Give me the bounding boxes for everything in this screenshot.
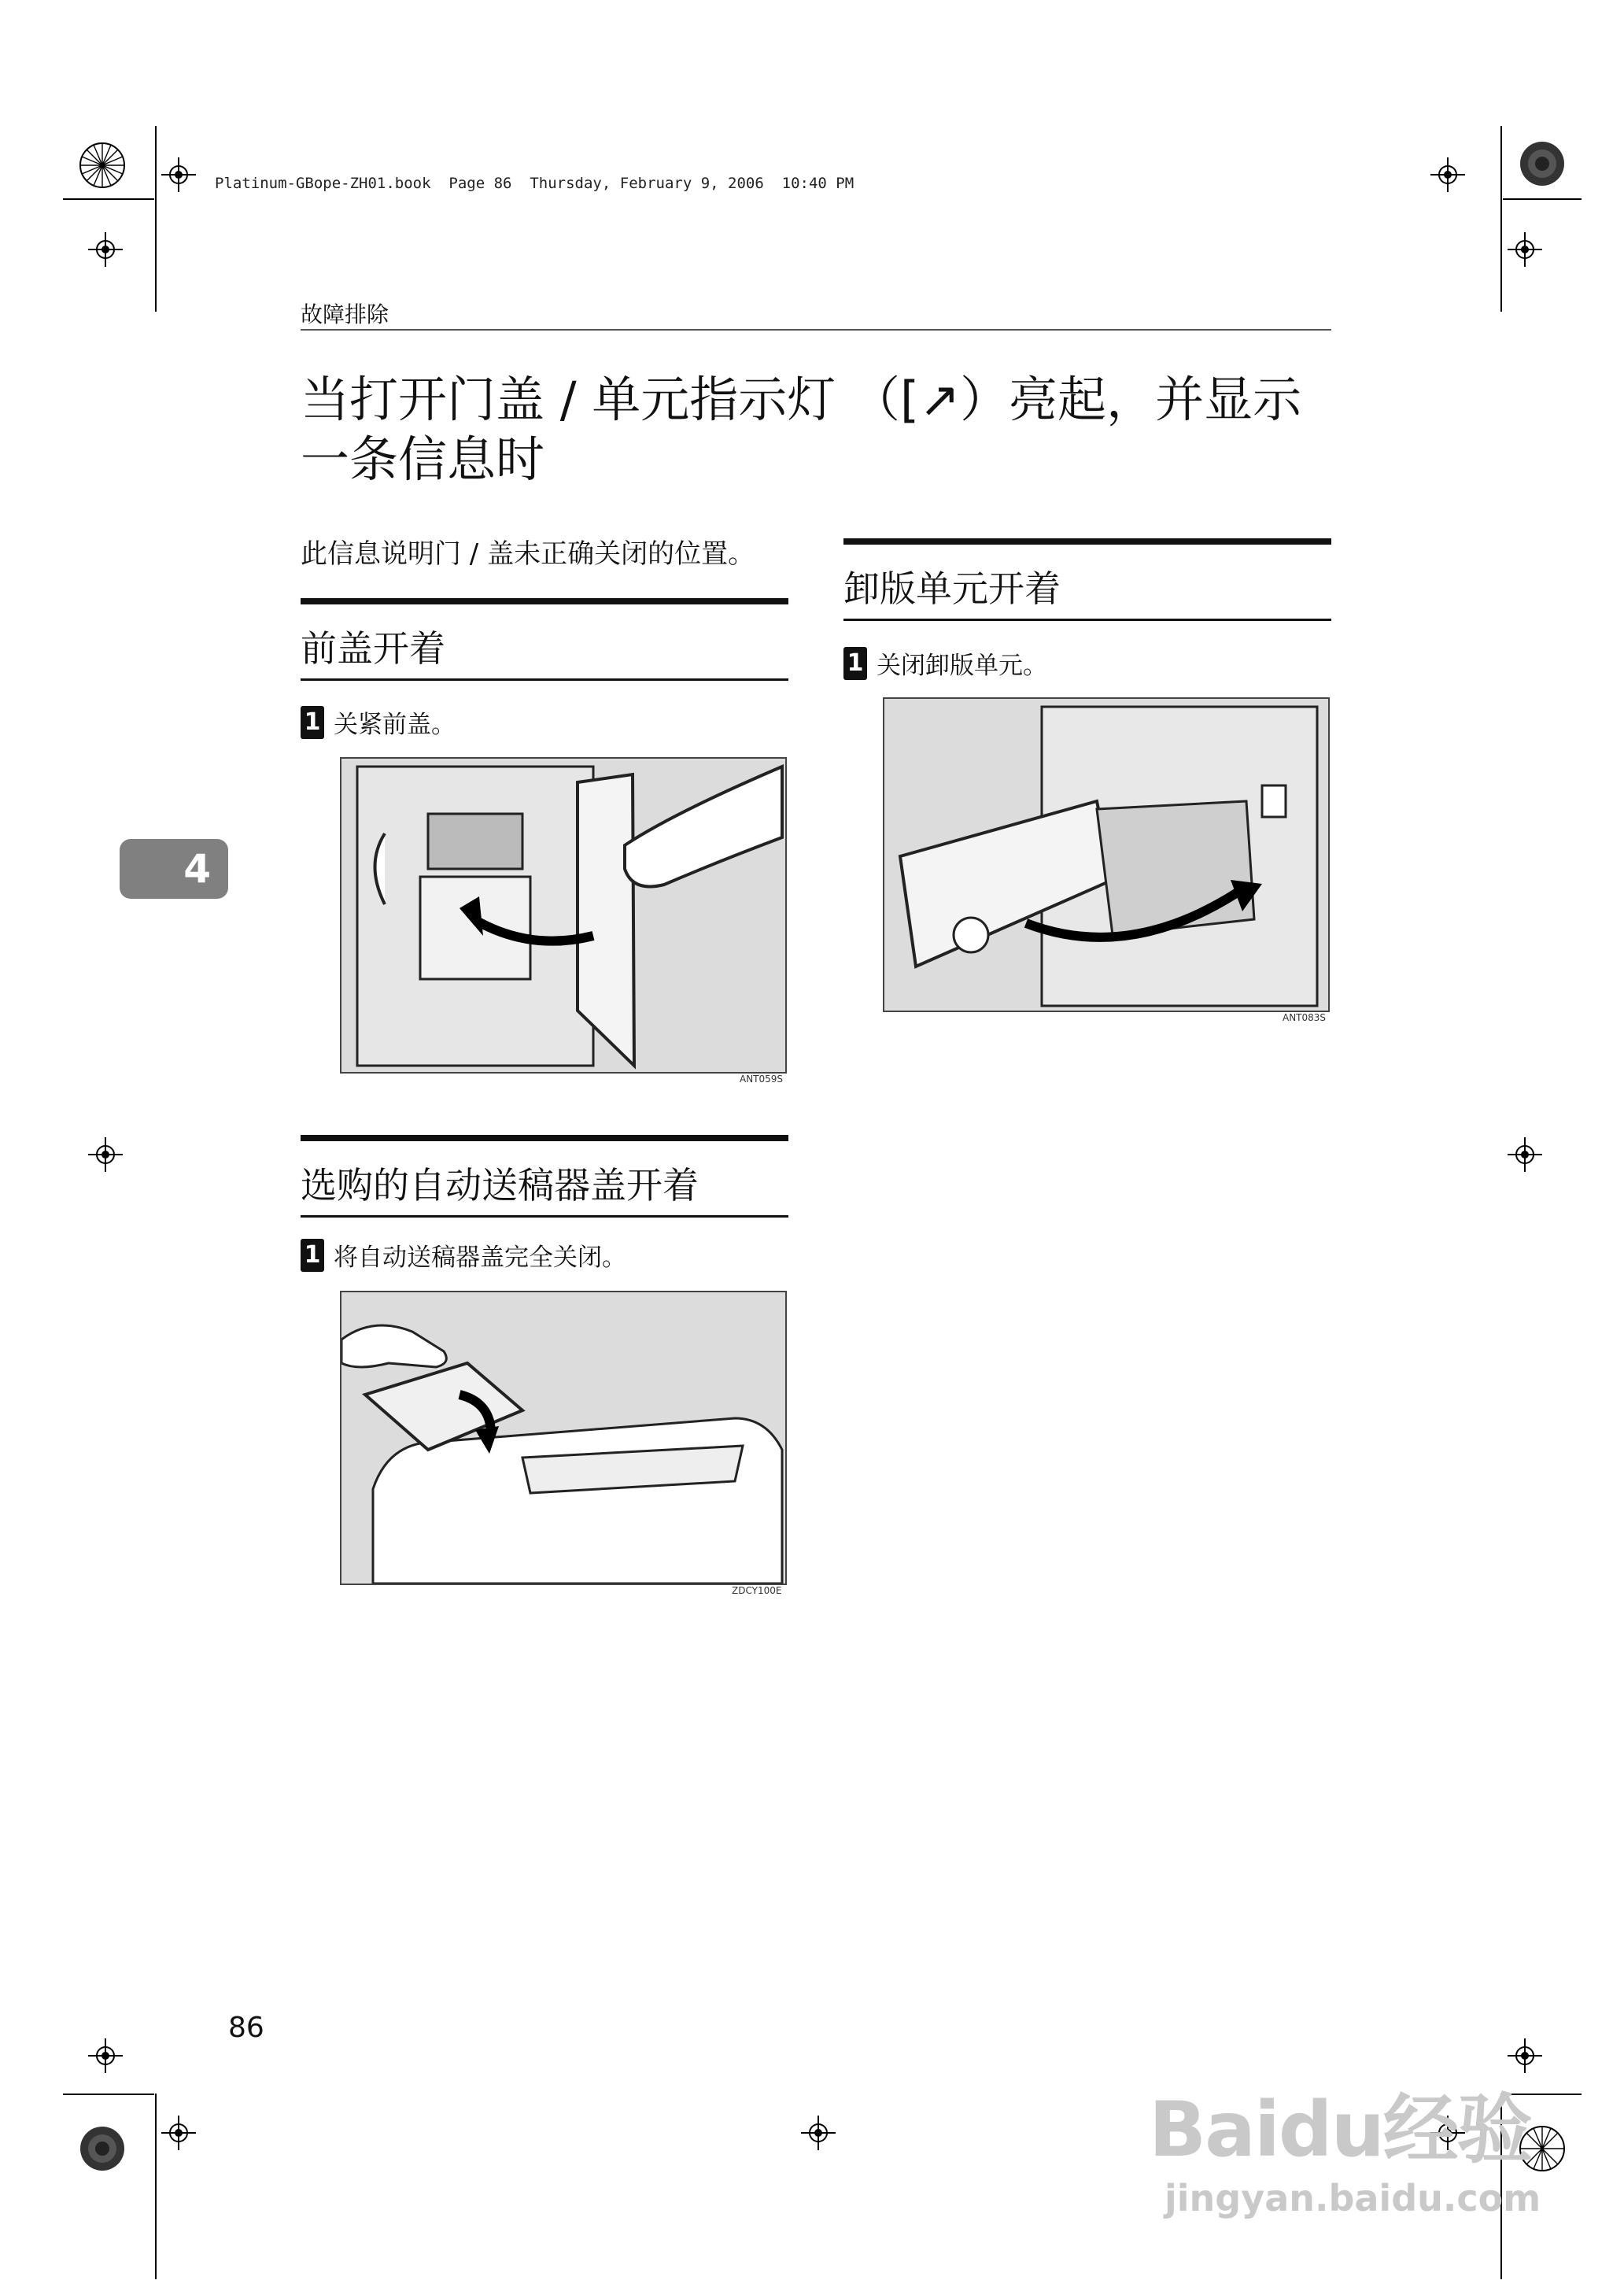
page-title: 当打开门盖 / 单元指示灯 （[↗）亮起，并显示一条信息时 bbox=[301, 371, 1302, 488]
figure-code: ZDCY100E bbox=[732, 1585, 782, 1596]
registration-dot-icon bbox=[79, 2125, 126, 2172]
figure-close-front-cover bbox=[340, 757, 787, 1074]
section-heading: 卸版单元开着 bbox=[843, 567, 1061, 610]
section-adf-cover bbox=[301, 1135, 788, 1218]
crop-mark bbox=[1503, 198, 1582, 200]
crosshair-mark-icon bbox=[1508, 2038, 1542, 2073]
section-heading: 前盖开着 bbox=[301, 627, 445, 670]
step-item bbox=[301, 704, 456, 740]
crop-mark bbox=[155, 2094, 157, 2279]
section-heading: 选购的自动送稿器盖开着 bbox=[301, 1164, 699, 1207]
crosshair-mark-icon bbox=[1430, 157, 1465, 192]
crop-mark bbox=[63, 2094, 154, 2095]
watermark-url: jingyan.baidu.com bbox=[1164, 2177, 1541, 2219]
figure-close-unloading-unit bbox=[883, 697, 1330, 1012]
intro-text: 此信息说明门 / 盖未正确关闭的位置。 bbox=[301, 538, 755, 570]
crosshair-mark-icon bbox=[161, 157, 196, 192]
crop-mark bbox=[1500, 126, 1502, 312]
step-item bbox=[301, 1237, 626, 1273]
step-number: 1 bbox=[301, 1239, 324, 1272]
section-label: 故障排除 bbox=[301, 301, 389, 327]
step-number: 1 bbox=[301, 706, 324, 739]
crosshair-mark-icon bbox=[88, 232, 123, 267]
step-item bbox=[843, 645, 1047, 681]
section-unloading-unit bbox=[843, 538, 1331, 621]
crosshair-mark-icon bbox=[88, 2038, 123, 2073]
figure-code: ANT059S bbox=[740, 1074, 784, 1085]
registration-star-icon bbox=[79, 142, 126, 189]
section-rule bbox=[301, 329, 1331, 331]
crosshair-mark-icon bbox=[1508, 1137, 1542, 1172]
registration-dot-icon bbox=[1519, 140, 1566, 187]
step-text: 关紧前盖。 bbox=[334, 711, 456, 739]
page-number: 86 bbox=[228, 2012, 264, 2044]
crosshair-mark-icon bbox=[161, 2116, 196, 2150]
step-text: 将自动送稿器盖完全关闭。 bbox=[334, 1244, 626, 1272]
crosshair-mark-icon bbox=[801, 2116, 836, 2150]
figure-code: ANT083S bbox=[1283, 1012, 1327, 1023]
step-number: 1 bbox=[843, 647, 867, 680]
step-text: 关闭卸版单元。 bbox=[877, 652, 1047, 680]
chapter-tab: 4 bbox=[120, 839, 228, 899]
watermark-logo: Baidu经验 bbox=[1149, 2086, 1531, 2174]
section-front-cover bbox=[301, 598, 788, 681]
crop-mark bbox=[155, 126, 157, 312]
crosshair-mark-icon bbox=[88, 1137, 123, 1172]
crosshair-mark-icon bbox=[1508, 232, 1542, 267]
crop-mark bbox=[63, 198, 154, 200]
print-header: Platinum-GBope-ZH01.book Page 86 Thursday, February 9, 2006 10:40 PM bbox=[215, 175, 854, 192]
figure-close-adf-cover bbox=[340, 1291, 787, 1585]
